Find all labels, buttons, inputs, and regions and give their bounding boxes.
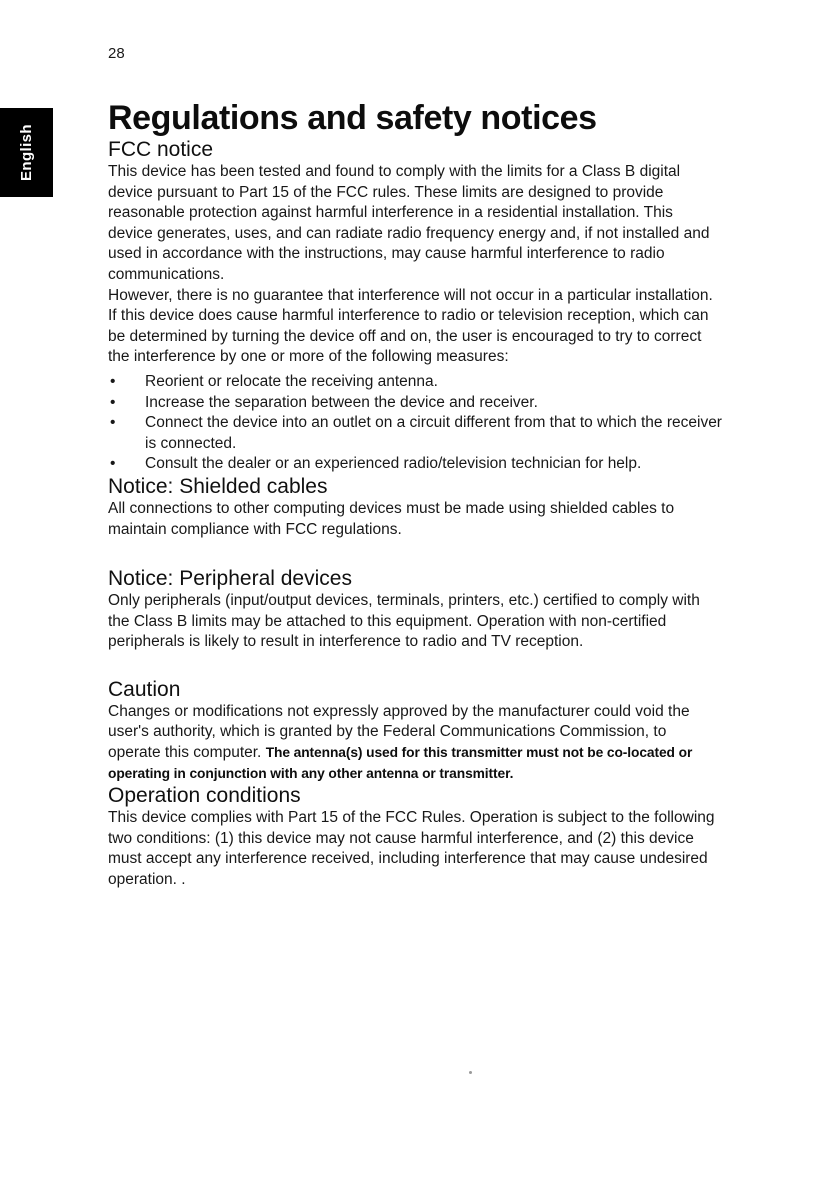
scan-artifact-dot [469, 1071, 472, 1074]
list-item: • Increase the separation between the device and receiver. [108, 393, 722, 414]
list-item: • Connect the device into an outlet on a circuit different from that to which the receiver is connected. [108, 413, 722, 454]
page-number: 28 [108, 45, 125, 62]
shielded-cables-paragraph: All connections to other computing devices must be made using shielded cables to maintain compliance with FCC regulations. [108, 499, 675, 538]
language-tab-label: English [18, 124, 36, 181]
peripheral-devices-paragraph: Only peripherals (input/output devices, terminals, printers, etc.) certified to comply with the Class B limits may be attached to this equipment. Operation with non-certified peripherals is likely to result in interference to radio and TV reception. [108, 592, 700, 651]
fcc-notice-heading: FCC notice [108, 138, 214, 161]
fcc-paragraph-2: However, there is no guarantee that interference will not occur in a particular installation. If this device does cause harmful interference to radio or television reception, which can be determined by turning the device off and on, the user is encouraged to try to correct the interference by one or more of the following measures: [108, 286, 713, 366]
shielded-cables-heading: Notice: Shielded cables [108, 474, 328, 498]
list-item: • Consult the dealer or an experienced radio/television technician for help. [108, 454, 722, 475]
operation-conditions-paragraph: This device complies with Part 15 of the FCC Rules. Operation is subject to the following two conditions: (1) this device may not cause harmful interference, and (2) this device must accept any interference received, including interference that may cause undesired operation. . [108, 809, 715, 889]
caution-heading: Caution [108, 677, 181, 701]
caution-bold-note: The antenna(s) used for this transmitter must not be co-located or operating in conjunction with any other antenna or transmitter. [108, 745, 693, 781]
operation-conditions-heading: Operation conditions [108, 784, 301, 808]
page-title: Regulations and safety notices [108, 99, 597, 137]
language-tab [0, 108, 53, 197]
caution-paragraph [108, 702, 722, 784]
fcc-paragraph-1: This device has been tested and found to comply with the limits for a Class B digital device pursuant to Part 15 of the FCC rules. These limits are designed to provide reasonable protection against harmful interference in a residential installation. This device generates, uses, and can radiate radio frequency energy and, if not installed and used in accordance with the instructions, may cause harmful interference to radio communications. [108, 163, 710, 283]
caution-body-text: Changes or modifications not expressly approved by the manufacturer could void the user's authority, which is granted by the Federal Communications Commission, to operate this computer. [108, 702, 690, 762]
page-content [108, 45, 722, 891]
peripheral-devices-heading: Notice: Peripheral devices [108, 567, 352, 591]
fcc-measures-list [108, 372, 722, 475]
list-item: • Reorient or relocate the receiving antenna. [108, 372, 722, 393]
